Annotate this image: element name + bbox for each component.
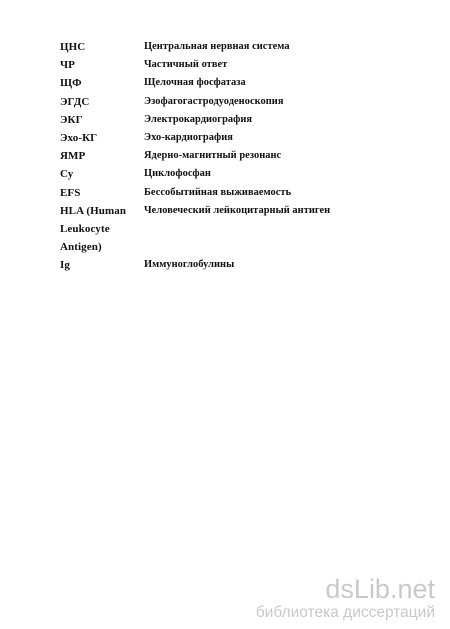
abbreviation-row: [60, 147, 420, 165]
abbreviation-definition: Бессобытийная выживаемость: [144, 186, 292, 198]
abbreviation-row: [60, 202, 420, 220]
abbreviation-row: [60, 38, 420, 56]
abbreviation-definition: Электрокардиография: [144, 113, 253, 125]
abbreviation-row: [60, 238, 420, 256]
abbreviation-definition: Эхо-кардиография: [144, 132, 233, 144]
abbreviation-row: [60, 184, 420, 202]
abbreviation-definition: Частичный ответ: [144, 59, 228, 71]
abbreviation-term: ЯМР: [60, 150, 86, 163]
abbreviation-term: ЦНС: [60, 41, 86, 53]
abbreviation-term: EFS: [60, 186, 81, 199]
abbreviation-row: [60, 111, 420, 129]
abbreviation-row: [60, 93, 420, 111]
abbreviation-row: [60, 56, 420, 74]
abbreviation-row: [60, 74, 420, 92]
abbreviation-term: Су: [60, 168, 74, 181]
abbreviation-term: ЩФ: [60, 77, 82, 90]
abbreviation-term: Leukocyte: [60, 223, 110, 236]
abbreviation-definition: Ядерно-магнитный резонанс: [144, 150, 282, 162]
abbreviation-definition: Иммуноглобулины: [144, 259, 235, 271]
abbreviation-definition: Щелочная фосфатаза: [144, 77, 246, 89]
abbreviation-definition: Центральная нервная система: [144, 41, 290, 52]
abbreviation-row: [60, 129, 420, 147]
abbreviation-term: ЭГДС: [60, 95, 90, 108]
abbreviation-list: [60, 38, 420, 275]
site-watermark: [256, 575, 435, 621]
abbreviation-term: ЭКГ: [60, 113, 83, 126]
watermark-title: dsLib.net: [325, 574, 435, 604]
abbreviation-term: HLA (Human: [60, 204, 127, 217]
abbreviation-term: ЧР: [60, 59, 75, 72]
abbreviation-term: Ig: [60, 259, 70, 272]
abbreviation-definition: Циклофосфан: [144, 168, 211, 180]
abbreviation-row: [60, 165, 420, 183]
abbreviation-row: [60, 256, 420, 274]
abbreviation-term: Antigen): [60, 241, 102, 254]
abbreviation-term: Эхо-КГ: [60, 132, 98, 145]
abbreviation-definition: Человеческий лейкоцитарный антиген: [144, 204, 331, 216]
watermark-subtitle: библиотека диссертаций: [255, 604, 435, 621]
abbreviation-row: [60, 220, 420, 238]
abbreviation-definition: Эзофагогастродуоденоскопия: [144, 95, 284, 107]
